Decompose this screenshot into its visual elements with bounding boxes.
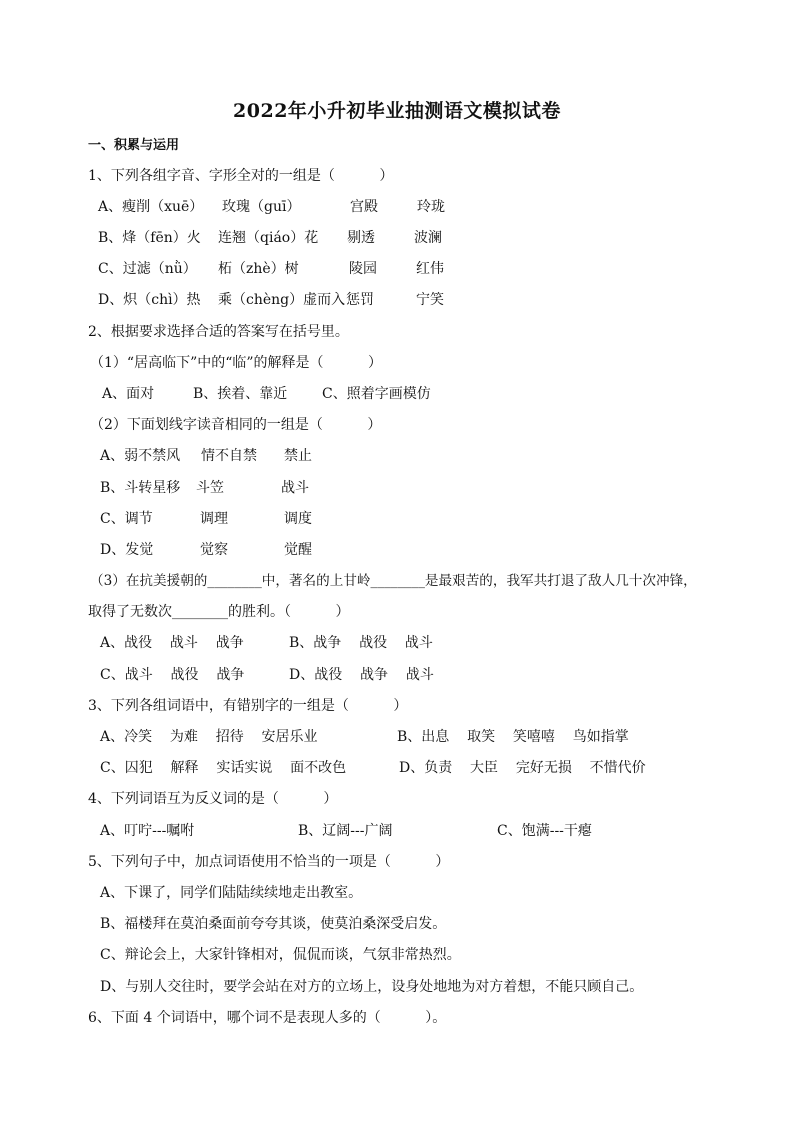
page-title: 2022年小升初毕业抽测语文模拟试卷 bbox=[233, 100, 561, 122]
q5-stem: 5、下列句子中，加点词语使用不恰当的一项是（ ） bbox=[88, 854, 450, 870]
q1-d-3: 惩罚 bbox=[346, 292, 374, 308]
q2-sub2-b-2: 斗笠 bbox=[196, 480, 224, 496]
q2-sub1-opt-a: A、面对 bbox=[102, 386, 155, 402]
q2-sub1-opt-b: B、挨着、靠近 bbox=[193, 386, 288, 402]
q1-c-3: 陵园 bbox=[349, 261, 377, 277]
q1-d-2: 乘（chèng）虚而入 bbox=[218, 292, 346, 308]
q3-opt-c: C、囚犯 解释 实话实说 面不改色 bbox=[100, 760, 347, 776]
q1-c-4: 红伟 bbox=[416, 261, 444, 277]
q3-opt-a: A、冷笑 为难 招待 安居乐业 bbox=[100, 729, 318, 745]
q2-stem: 2、根据要求选择合适的答案写在括号里。 bbox=[88, 324, 349, 340]
q5-opt-a: A、下课了，同学们陆陆续续地走出教室。 bbox=[100, 885, 363, 901]
q2-sub3-opt-b: B、战争 战役 战斗 bbox=[289, 635, 433, 651]
q5-opt-d: D、与别人交往时，要学会站在对方的立场上，设身处地地为对方着想，不能只顾自己。 bbox=[100, 979, 644, 995]
q1-a-3: 宫殿 bbox=[350, 199, 378, 215]
q2-sub2-a-3: 禁止 bbox=[284, 448, 312, 464]
q1-a-2: 玫瑰（guī） bbox=[222, 199, 301, 215]
q3-opt-b: B、出息 取笑 笑嘻嘻 鸟如指掌 bbox=[397, 729, 629, 745]
q1-c-2: 柘（zhè）树 bbox=[218, 261, 299, 277]
q1-a-1: A、瘦削（xuē） bbox=[98, 199, 204, 215]
q2-sub2-a-1: A、弱不禁风 bbox=[100, 448, 181, 464]
q4-stem: 4、下列词语互为反义词的是（ ） bbox=[88, 791, 338, 807]
q1-a-4: 玲珑 bbox=[417, 199, 445, 215]
q1-b-1: B、烽（fēn）火 bbox=[98, 230, 201, 246]
q2-sub2-d-2: 觉察 bbox=[200, 542, 228, 558]
q1-stem: 1、下列各组字音、字形全对的一组是（ ） bbox=[88, 168, 394, 184]
q2-sub2-b-3: 战斗 bbox=[281, 480, 309, 496]
q2-sub2-b-1: B、斗转星移 bbox=[100, 480, 181, 496]
q2-sub2-a-2: 情不自禁 bbox=[201, 448, 257, 464]
q3-stem: 3、下列各组词语中，有错别字的一组是（ ） bbox=[88, 698, 408, 714]
section-heading: 一、积累与运用 bbox=[88, 138, 180, 153]
q1-c-1: C、过滤（nǜ） bbox=[98, 261, 197, 277]
q5-opt-c: C、辩论会上，大家针锋相对，侃侃而谈，气氛非常热烈。 bbox=[100, 947, 461, 963]
q2-sub3-line1: （3）在抗美援朝的________中，著名的上甘岭________是最艰苦的，我军共打退了敌人几十次冲锋， bbox=[90, 573, 697, 589]
q5-opt-b: B、福楼拜在莫泊桑面前夸夸其谈，使莫泊桑深受启发。 bbox=[100, 916, 447, 932]
q2-sub2-c-3: 调度 bbox=[284, 511, 312, 527]
q4-opt-b: B、辽阔---广阔 bbox=[298, 823, 393, 839]
q1-d-4: 宁笑 bbox=[416, 292, 444, 308]
q2-sub2-d-1: D、发觉 bbox=[100, 542, 154, 558]
q2-sub2-d-3: 觉醒 bbox=[284, 542, 312, 558]
q2-sub2: （2）下面划线字读音相同的一组是（ ） bbox=[90, 417, 382, 433]
q2-sub1-opt-c: C、照着字画模仿 bbox=[322, 386, 431, 402]
q4-opt-a: A、叮咛---嘱咐 bbox=[100, 823, 195, 839]
q3-opt-d: D、负责 大臣 完好无损 不惜代价 bbox=[399, 760, 646, 776]
q2-sub1: （1）“居高临下”中的“临”的解释是（ ） bbox=[90, 355, 383, 371]
q2-sub3-line2: 取得了无数次________的胜利。（ ） bbox=[88, 604, 350, 620]
q4-opt-c: C、饱满---干瘪 bbox=[497, 823, 592, 839]
q2-sub2-c-2: 调理 bbox=[200, 511, 228, 527]
q6-stem: 6、下面 4 个词语中，哪个词不是表现人多的（ ）。 bbox=[88, 1010, 447, 1026]
q1-d-1: D、炽（chì）热 bbox=[98, 292, 201, 308]
q1-b-4: 波澜 bbox=[414, 230, 442, 246]
q2-sub2-c-1: C、调节 bbox=[100, 511, 153, 527]
q1-b-2: 连翘（qiáo）花 bbox=[218, 230, 319, 246]
q2-sub3-opt-c: C、战斗 战役 战争 bbox=[100, 667, 245, 683]
q2-sub3-opt-d: D、战役 战争 战斗 bbox=[289, 667, 434, 683]
q1-b-3: 剔透 bbox=[347, 230, 375, 246]
q2-sub3-opt-a: A、战役 战斗 战争 bbox=[100, 635, 244, 651]
